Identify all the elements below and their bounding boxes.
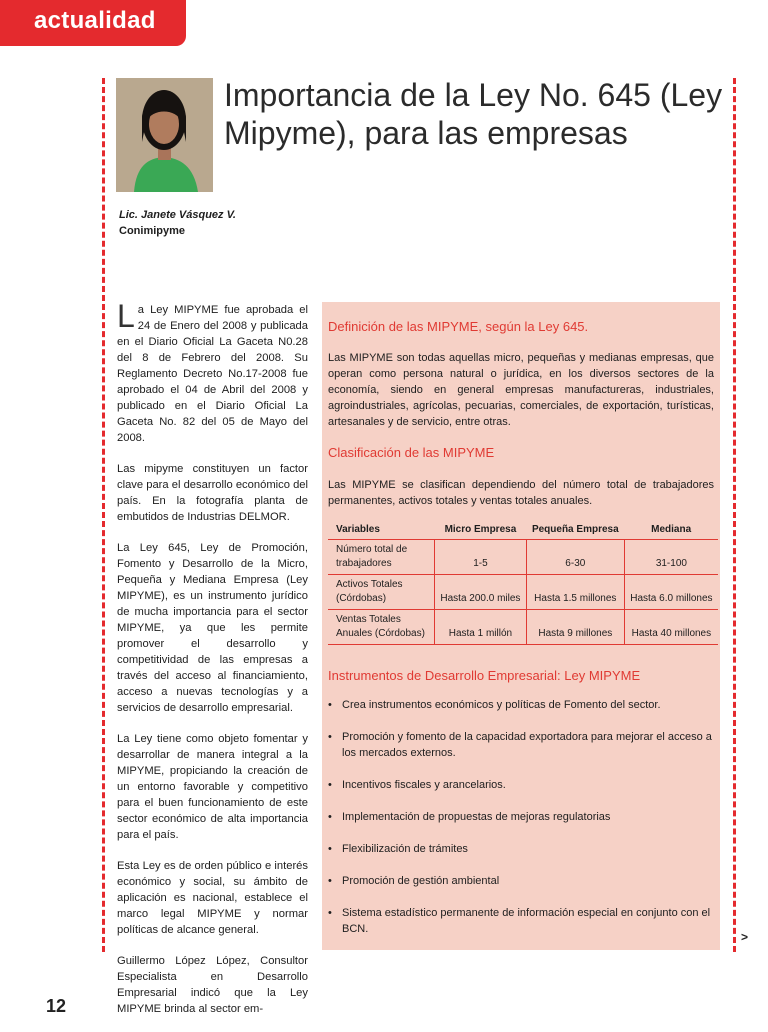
- list-item: • Implementación de propuestas de mejoras regulatorias: [328, 809, 714, 825]
- table-row: [328, 540, 718, 575]
- left-dashed-border: [102, 78, 105, 952]
- author-name: Lic. Janete Vásquez V.: [119, 209, 236, 221]
- table-cell: 1-5: [435, 540, 527, 575]
- sidebar-heading-classification: Clasificación de las MIPYME: [328, 445, 495, 460]
- table-cell: 6-30: [526, 540, 624, 575]
- table-row: [328, 610, 718, 645]
- list-item: • Sistema estadístico permanente de información especial en conjunto con el BCN.: [328, 905, 714, 937]
- section-tag: [0, 0, 186, 46]
- table-cell-label: Número total de trabajadores: [328, 540, 435, 575]
- list-item: • Crea instrumentos económicos y políticas de Fomento del sector.: [328, 697, 714, 713]
- body-paragraph: Guillermo López López, Consultor Especialista en Desarrollo Empresarial indicó que la Ley MIPYME brinda al sector em-: [117, 955, 308, 1015]
- table-header-row: [328, 520, 718, 540]
- table-header: Mediana: [624, 520, 718, 540]
- right-dashed-border: [733, 78, 736, 952]
- table-cell: 31-100: [624, 540, 718, 575]
- sidebar-definition-text: Las MIPYME son todas aquellas micro, pequeñas y medianas empresas, que operan como persona natural o jurídica, en los diversos sectores de la economía, siendo en general empresas manufactureras, industriales, agroindustriales, agrícolas, pecuarias, comerciales, de exportación, turísticas, artesanales y de servicio, entre otras.: [328, 352, 714, 428]
- sidebar-heading-definition: Definición de las MIPYME, según la Ley 645.: [328, 319, 589, 334]
- body-paragraph: Esta Ley es de orden público e interés económico y social, su ámbito de aplicación es nacional, establece el marco legal MIPYME y normar políticas de alcance general.: [117, 860, 308, 936]
- table-row: [328, 575, 718, 610]
- table-cell: Hasta 1 millón: [435, 610, 527, 645]
- list-item: • Promoción y fomento de la capacidad exportadora para mejorar el acceso a los mercados externos.: [328, 729, 714, 761]
- author-org: Conimipyme: [119, 225, 186, 237]
- author-portrait-icon: [116, 78, 213, 192]
- section-tag-label: actualidad: [34, 7, 156, 34]
- table-cell: Hasta 9 millones: [526, 610, 624, 645]
- body-paragraph-text: a Ley MIPYME fue aprobada el 24 de Enero del 2008 y publicada en el Diario Oficial La Gaceta N0.28 del 8 de Febrero del 2008. Su Reglamento Decreto No.17-2008 fue aprobado el 04 de Abril del 2008 y publicado en el Diario Oficial La Gaceta No. 82 del 05 de Mayo del 2008.: [117, 304, 308, 444]
- table-cell: Hasta 1.5 millones: [526, 575, 624, 610]
- sidebar-box: [322, 302, 720, 950]
- table-cell: Hasta 200.0 miles: [435, 575, 527, 610]
- body-paragraph: Las mipyme constituyen un factor clave para el desarrollo económico del país. En la fotografía planta de embutidos de Industrias DELMOR.: [117, 463, 308, 523]
- table-header: Micro Empresa: [435, 520, 527, 540]
- instruments-list: [328, 697, 714, 953]
- list-item: • Incentivos fiscales y arancelarios.: [328, 777, 714, 793]
- author-block: [119, 207, 236, 239]
- body-paragraph: La Ley tiene como objeto fomentar y desarrollar de manera integral a la MIPYME, propiciando la creación de un entorno favorable y competitivo para el buen funcionamiento de este sector económico de alta importancia para el país.: [117, 733, 308, 841]
- author-photo: [116, 78, 213, 192]
- article-body: [117, 298, 308, 1032]
- drop-cap: L: [117, 298, 135, 334]
- sidebar-heading-instruments: Instrumentos de Desarrollo Empresarial: Ley MIPYME: [328, 668, 641, 683]
- table-cell: Hasta 6.0 millones: [624, 575, 718, 610]
- table-cell-label: Ventas Totales Anuales (Córdobas): [328, 610, 435, 645]
- classification-table: [328, 520, 718, 645]
- page-number: 12: [46, 996, 67, 1016]
- table-cell: Hasta 40 millones: [624, 610, 718, 645]
- article-title: Importancia de la Ley No. 645 (Ley Mipyme), para las empresas: [224, 77, 723, 151]
- list-item: • Promoción de gestión ambiental: [328, 873, 714, 889]
- table-header: Variables: [328, 520, 435, 540]
- table-cell-label: Activos Totales (Córdobas): [328, 575, 435, 610]
- body-paragraph: La Ley 645, Ley de Promoción, Fomento y Desarrollo de la Micro, Pequeña y Mediana Empresa (Ley MIPYME), es un instrumento jurídico de mucha importancia para el sector MIPYME, ya que les permite promover el desarrollo y competitividad de las empresas a través del acceso al financiamiento, acceso a nuevas tecnologías y a servicios de desarrollo empresarial.: [117, 542, 308, 714]
- body-paragraph: [117, 298, 308, 446]
- list-item: • Flexibilización de trámites: [328, 841, 714, 857]
- table-header: Pequeña Empresa: [526, 520, 624, 540]
- continue-arrow-icon: >: [741, 930, 749, 944]
- sidebar-classification-text: Las MIPYME se clasifican dependiendo del número total de trabajadores permanentes, activos totales y ventas totales anuales.: [328, 479, 714, 507]
